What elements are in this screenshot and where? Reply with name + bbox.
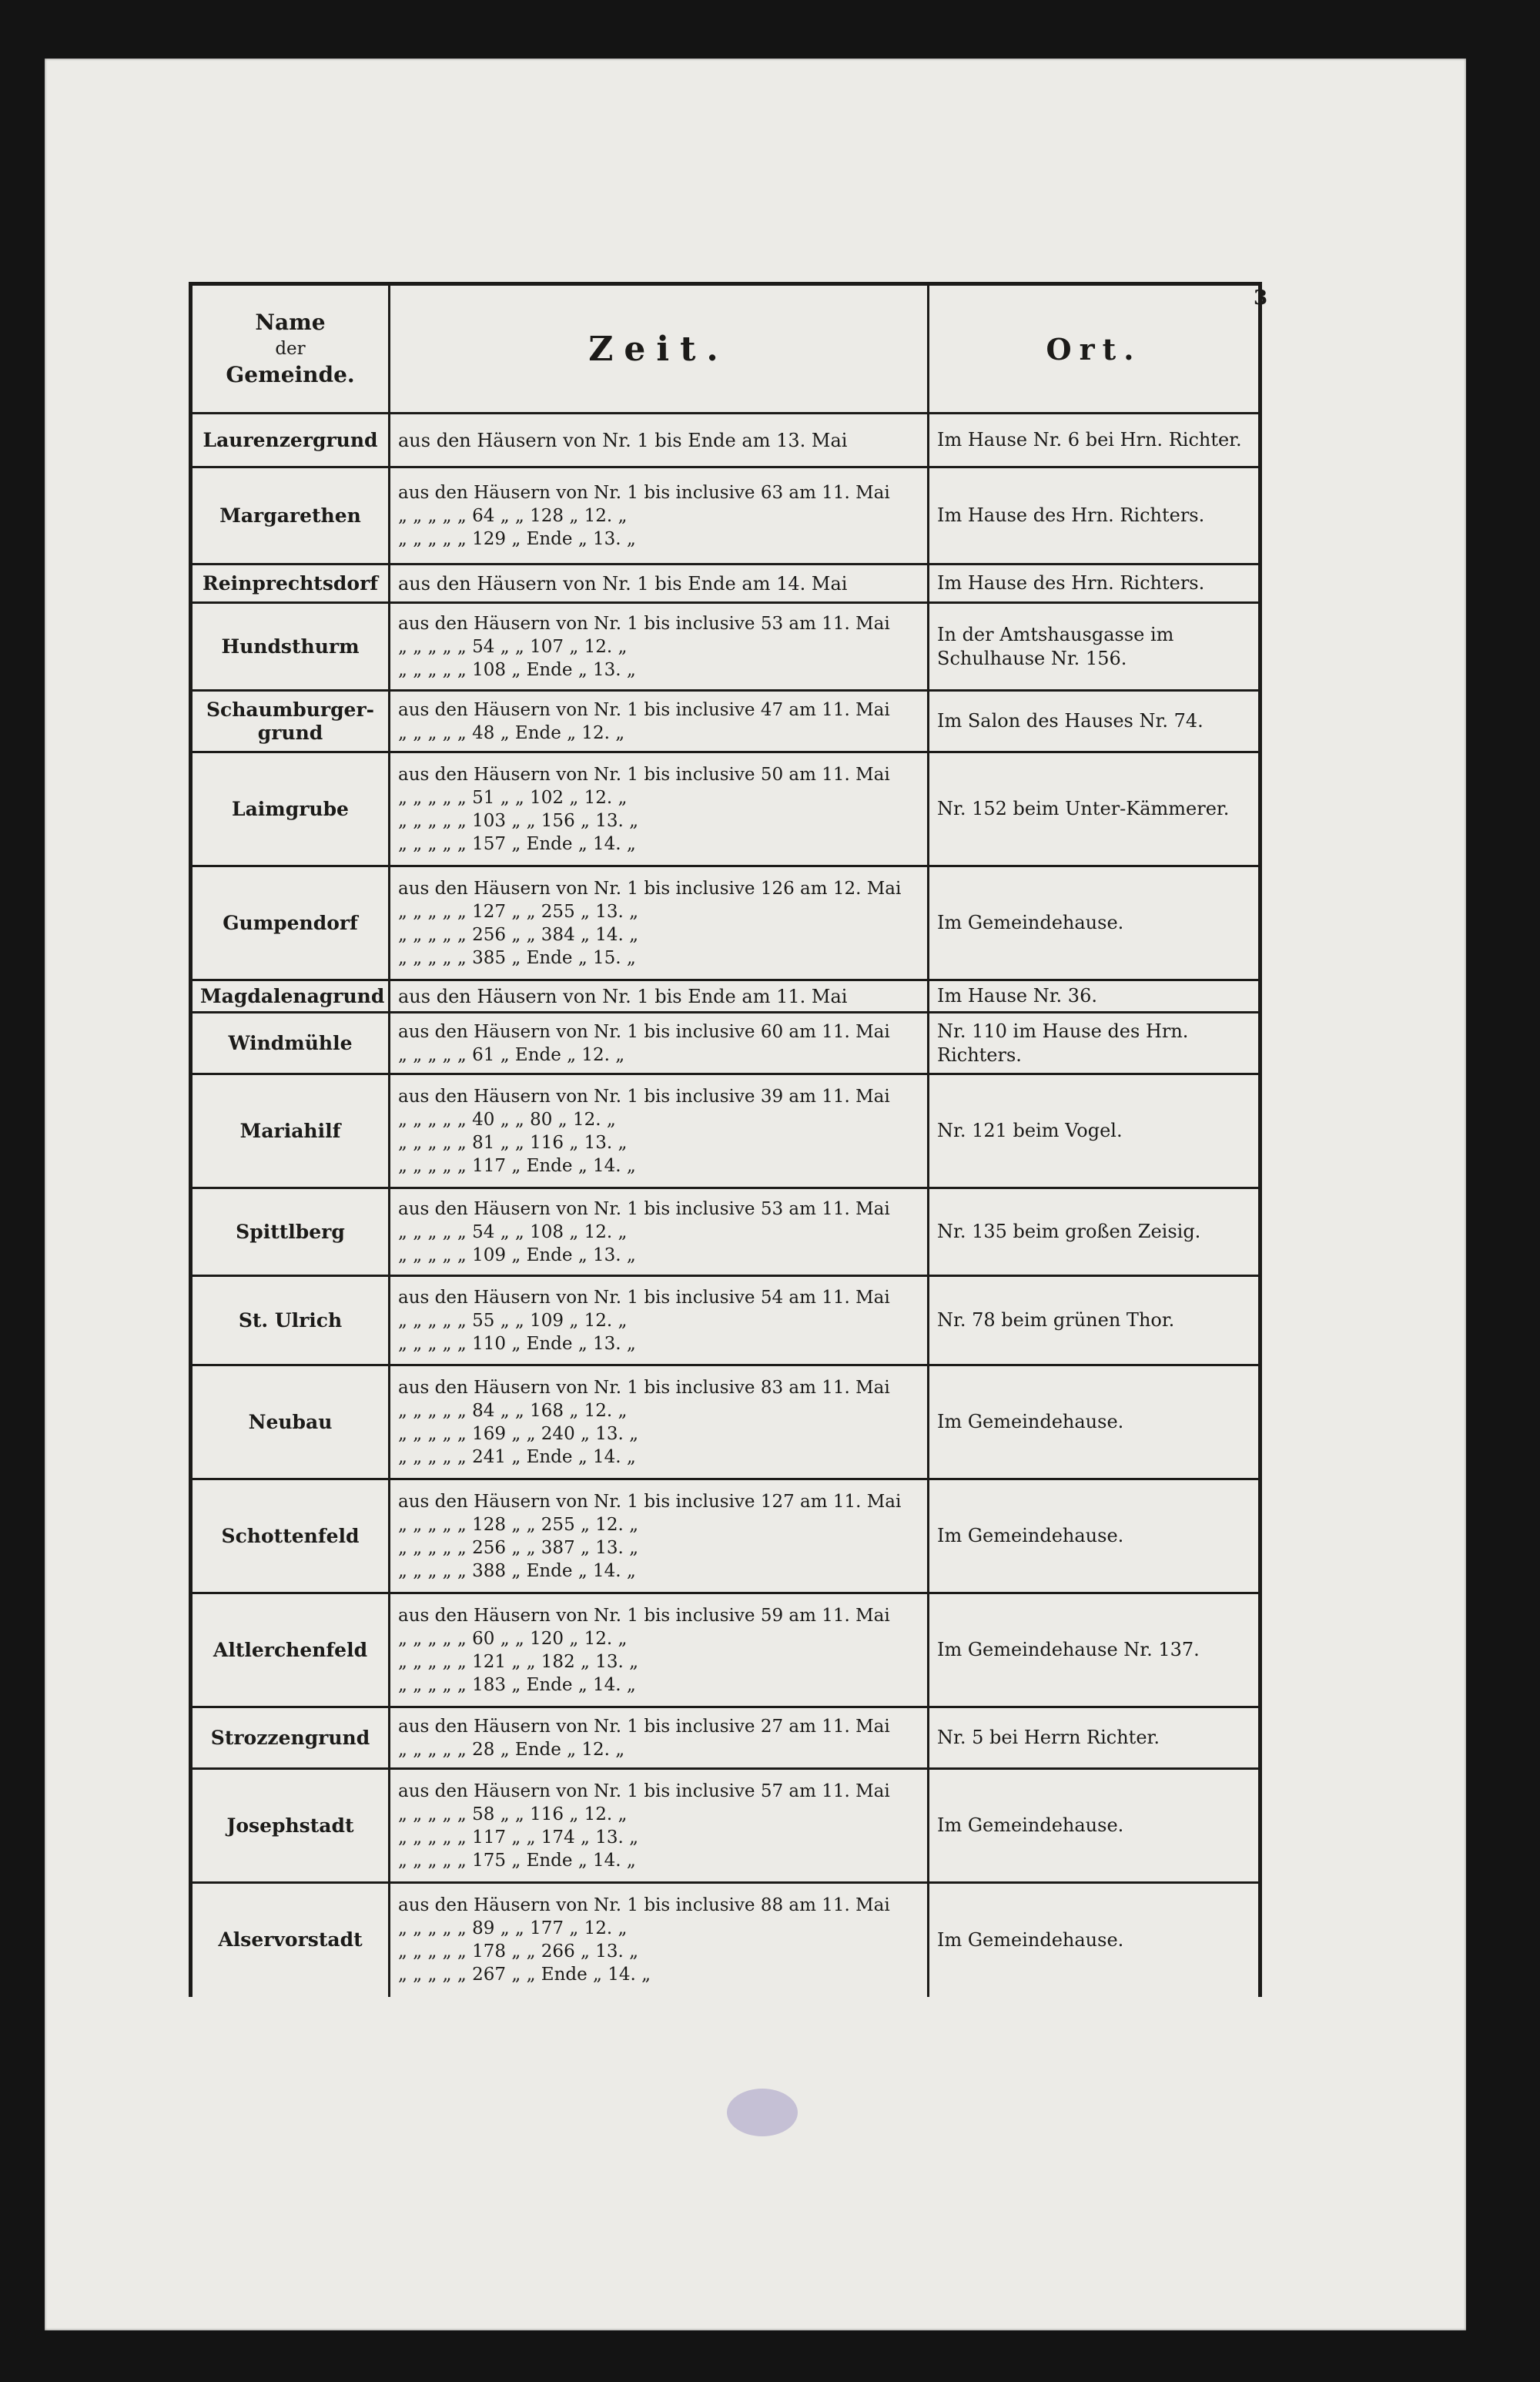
place-cell — [929, 1479, 1260, 1593]
community-name: Magdalenagrund — [200, 984, 385, 1007]
place-text: Im Gemeindehause Nr. 137. — [937, 1639, 1200, 1660]
place-cell — [929, 1707, 1260, 1769]
time-line: „ „ „ „ „ 108 „ Ende „ 13. „ — [398, 659, 636, 680]
time-cell — [390, 414, 929, 467]
place-text: Nr. 152 beim Unter-Kämmerer. — [937, 798, 1230, 819]
time-cell — [390, 1365, 929, 1479]
time-cell — [390, 866, 929, 980]
table-row — [191, 467, 1260, 565]
community-name-cell — [191, 414, 390, 467]
table-row — [191, 752, 1260, 866]
time-line: aus den Häusern von Nr. 1 bis inclusive 53 am 11. Mai — [398, 613, 890, 634]
community-name: Schottenfeld — [221, 1524, 360, 1547]
community-name: Josephstadt — [226, 1814, 354, 1837]
time-line: „ „ „ „ „ 117 „ „ 174 „ 13. „ — [398, 1827, 639, 1848]
table-row — [191, 565, 1260, 603]
community-name: Schaumburger-grund — [206, 698, 375, 744]
time-line: „ „ „ „ „ 388 „ Ende „ 14. „ — [398, 1560, 636, 1581]
time-cell — [390, 1479, 929, 1593]
community-name: Neubau — [248, 1410, 333, 1433]
community-name-cell — [191, 1013, 390, 1074]
table-row — [191, 1707, 1260, 1769]
community-name: Gumpendorf — [223, 911, 358, 934]
time-line: aus den Häusern von Nr. 1 bis inclusive 53 am 11. Mai — [398, 1198, 890, 1219]
community-name: Alservorstadt — [218, 1928, 363, 1951]
time-line: „ „ „ „ „ 183 „ Ende „ 14. „ — [398, 1674, 636, 1695]
time-line: „ „ „ „ „ 58 „ „ 116 „ 12. „ — [398, 1804, 628, 1824]
time-line: „ „ „ „ „ 64 „ „ 128 „ 12. „ — [398, 505, 628, 526]
time-line: „ „ „ „ „ 157 „ Ende „ 14. „ — [398, 833, 636, 854]
place-cell — [929, 1074, 1260, 1188]
place-text: Nr. 78 beim grünen Thor. — [937, 1309, 1175, 1331]
community-name-cell — [191, 1883, 390, 1997]
time-line: „ „ „ „ „ 61 „ Ende „ 12. „ — [398, 1044, 625, 1065]
time-line: aus den Häusern von Nr. 1 bis inclusive 54 am 11. Mai — [398, 1287, 890, 1308]
time-line: „ „ „ „ „ 28 „ Ende „ 12. „ — [398, 1739, 625, 1760]
time-line: „ „ „ „ „ 84 „ „ 168 „ 12. „ — [398, 1400, 628, 1421]
time-line: „ „ „ „ „ 169 „ „ 240 „ 13. „ — [398, 1423, 639, 1444]
time-cell — [390, 603, 929, 691]
election-schedule-table — [189, 282, 1262, 1997]
time-line: aus den Häusern von Nr. 1 bis inclusive 39 am 11. Mai — [398, 1086, 890, 1107]
time-cell — [390, 752, 929, 866]
table-row — [191, 1769, 1260, 1883]
table-row — [191, 1479, 1260, 1593]
community-name-cell — [191, 467, 390, 565]
community-name: Hundsthurm — [221, 635, 360, 658]
time-line: „ „ „ „ „ 256 „ „ 384 „ 14. „ — [398, 924, 639, 945]
table-row — [191, 1276, 1260, 1365]
time-line: „ „ „ „ „ 103 „ „ 156 „ 13. „ — [398, 810, 639, 831]
header-zeit-cell — [390, 284, 929, 414]
place-cell — [929, 1276, 1260, 1365]
table-row — [191, 603, 1260, 691]
time-line: „ „ „ „ „ 385 „ Ende „ 15. „ — [398, 947, 636, 968]
time-cell — [390, 980, 929, 1013]
time-cell — [390, 565, 929, 603]
time-line: „ „ „ „ „ 89 „ „ 177 „ 12. „ — [398, 1918, 628, 1939]
time-line: „ „ „ „ „ 60 „ „ 120 „ 12. „ — [398, 1628, 628, 1649]
time-line: aus den Häusern von Nr. 1 bis Ende am 14. Mai — [398, 572, 848, 595]
community-name: Mariahilf — [239, 1119, 341, 1142]
time-line: „ „ „ „ „ 256 „ „ 387 „ 13. „ — [398, 1537, 639, 1558]
time-line: „ „ „ „ „ 55 „ „ 109 „ 12. „ — [398, 1310, 628, 1331]
place-cell — [929, 1188, 1260, 1276]
table-row — [191, 1593, 1260, 1707]
place-text: In der Amtshausgasse im Schulhause Nr. 156. — [937, 623, 1174, 669]
time-line: aus den Häusern von Nr. 1 bis inclusive 59 am 11. Mai — [398, 1605, 890, 1626]
community-name-cell — [191, 1365, 390, 1479]
community-name-cell — [191, 1074, 390, 1188]
time-line: aus den Häusern von Nr. 1 bis inclusive 126 am 12. Mai — [398, 878, 902, 899]
community-name-cell — [191, 1479, 390, 1593]
place-text: Nr. 5 bei Herrn Richter. — [937, 1727, 1160, 1748]
place-cell — [929, 603, 1260, 691]
community-name-cell — [191, 1769, 390, 1883]
place-text: Im Hause des Hrn. Richters. — [937, 572, 1205, 594]
place-text: Im Gemeindehause. — [937, 1411, 1124, 1432]
place-cell — [929, 565, 1260, 603]
header-name-gemeinde: Gemeinde. — [226, 362, 355, 387]
place-text: Im Gemeindehause. — [937, 912, 1124, 933]
time-cell — [390, 1074, 929, 1188]
place-cell — [929, 691, 1260, 752]
page-number: 3 — [1254, 286, 1268, 310]
table-row — [191, 1883, 1260, 1997]
community-name: Reinprechtsdorf — [202, 571, 378, 595]
time-line: „ „ „ „ „ 127 „ „ 255 „ 13. „ — [398, 901, 639, 922]
time-line: aus den Häusern von Nr. 1 bis inclusive 127 am 11. Mai — [398, 1491, 902, 1512]
place-cell — [929, 1365, 1260, 1479]
time-line: aus den Häusern von Nr. 1 bis inclusive 27 am 11. Mai — [398, 1716, 890, 1737]
community-name-cell — [191, 1276, 390, 1365]
place-cell — [929, 1769, 1260, 1883]
time-line: aus den Häusern von Nr. 1 bis Ende am 13. Mai — [398, 429, 848, 451]
header-ort: Ort. — [1046, 331, 1142, 367]
time-line: „ „ „ „ „ 178 „ „ 266 „ 13. „ — [398, 1941, 639, 1962]
header-name-title: Name — [255, 310, 326, 335]
place-cell — [929, 866, 1260, 980]
time-line: aus den Häusern von Nr. 1 bis Ende am 11. Mai — [398, 985, 848, 1007]
community-name-cell — [191, 1188, 390, 1276]
time-line: „ „ „ „ „ 109 „ Ende „ 13. „ — [398, 1245, 636, 1265]
place-text: Im Hause des Hrn. Richters. — [937, 504, 1205, 526]
header-zeit: Zeit. — [588, 329, 729, 369]
community-name: Margarethen — [219, 504, 361, 527]
time-cell — [390, 1013, 929, 1074]
header-name-cell — [191, 284, 390, 414]
time-line: „ „ „ „ „ 267 „ „ Ende „ 14. „ — [398, 1965, 651, 1985]
time-line: „ „ „ „ „ 81 „ „ 116 „ 13. „ — [398, 1132, 628, 1153]
time-cell — [390, 467, 929, 565]
community-name: Spittlberg — [236, 1220, 345, 1243]
table-row — [191, 1013, 1260, 1074]
header-name-der: der — [275, 339, 306, 359]
community-name: Strozzengrund — [210, 1726, 370, 1749]
community-name: Altlerchenfeld — [213, 1638, 368, 1661]
community-name-cell — [191, 752, 390, 866]
time-line: „ „ „ „ „ 40 „ „ 80 „ 12. „ — [398, 1109, 616, 1130]
table-row — [191, 980, 1260, 1013]
community-name-cell — [191, 866, 390, 980]
time-line: aus den Häusern von Nr. 1 bis inclusive 50 am 11. Mai — [398, 764, 890, 785]
time-line: „ „ „ „ „ 51 „ „ 102 „ 12. „ — [398, 787, 628, 808]
community-name: Laimgrube — [232, 797, 349, 820]
time-cell — [390, 1883, 929, 1997]
community-name-cell — [191, 980, 390, 1013]
community-name: Windmühle — [228, 1031, 353, 1054]
place-cell — [929, 1593, 1260, 1707]
place-cell — [929, 1013, 1260, 1074]
time-cell — [390, 1593, 929, 1707]
place-text: Nr. 110 im Hause des Hrn. Richters. — [937, 1020, 1189, 1066]
time-cell — [390, 691, 929, 752]
place-cell — [929, 752, 1260, 866]
table-row — [191, 1365, 1260, 1479]
place-cell — [929, 414, 1260, 467]
place-text: Im Hause Nr. 6 bei Hrn. Richter. — [937, 429, 1242, 451]
table-header-row — [191, 284, 1260, 414]
place-text: Im Gemeindehause. — [937, 1525, 1124, 1546]
place-cell — [929, 980, 1260, 1013]
place-text: Nr. 135 beim großen Zeisig. — [937, 1221, 1201, 1242]
table-row — [191, 1188, 1260, 1276]
community-name: St. Ulrich — [238, 1308, 343, 1332]
time-line: „ „ „ „ „ 54 „ „ 108 „ 12. „ — [398, 1221, 628, 1242]
archive-stamp — [727, 2089, 798, 2136]
time-line: aus den Häusern von Nr. 1 bis inclusive 88 am 11. Mai — [398, 1895, 890, 1916]
community-name-cell — [191, 1707, 390, 1769]
time-line: aus den Häusern von Nr. 1 bis inclusive 60 am 11. Mai — [398, 1021, 890, 1042]
time-line: „ „ „ „ „ 241 „ Ende „ 14. „ — [398, 1446, 636, 1467]
time-line: „ „ „ „ „ 110 „ Ende „ 13. „ — [398, 1333, 636, 1354]
community-name-cell — [191, 1593, 390, 1707]
place-text: Nr. 121 beim Vogel. — [937, 1120, 1123, 1141]
place-cell — [929, 467, 1260, 565]
time-line: „ „ „ „ „ 129 „ Ende „ 13. „ — [398, 528, 636, 549]
time-line: aus den Häusern von Nr. 1 bis inclusive 47 am 11. Mai — [398, 699, 890, 720]
place-text: Im Gemeindehause. — [937, 1928, 1124, 1951]
table-row — [191, 414, 1260, 467]
community-name-cell — [191, 603, 390, 691]
place-text: Im Gemeindehause. — [937, 1814, 1124, 1836]
community-name-cell — [191, 565, 390, 603]
community-name-cell — [191, 691, 390, 752]
community-name: Laurenzergrund — [203, 428, 378, 451]
place-text: Im Salon des Hauses Nr. 74. — [937, 710, 1204, 732]
time-cell — [390, 1188, 929, 1276]
time-cell — [390, 1769, 929, 1883]
place-cell — [929, 1883, 1260, 1997]
time-line: „ „ „ „ „ 175 „ Ende „ 14. „ — [398, 1850, 636, 1871]
time-line: „ „ „ „ „ 48 „ Ende „ 12. „ — [398, 722, 625, 743]
time-line: aus den Häusern von Nr. 1 bis inclusive 57 am 11. Mai — [398, 1781, 890, 1801]
table-row — [191, 691, 1260, 752]
time-line: aus den Häusern von Nr. 1 bis inclusive 63 am 11. Mai — [398, 482, 890, 503]
header-ort-cell — [929, 284, 1260, 414]
table-row — [191, 1074, 1260, 1188]
time-line: „ „ „ „ „ 117 „ Ende „ 14. „ — [398, 1155, 636, 1176]
time-cell — [390, 1707, 929, 1769]
time-line: „ „ „ „ „ 128 „ „ 255 „ 12. „ — [398, 1514, 639, 1535]
time-line: aus den Häusern von Nr. 1 bis inclusive 83 am 11. Mai — [398, 1377, 890, 1398]
time-line: „ „ „ „ „ 54 „ „ 107 „ 12. „ — [398, 636, 628, 657]
time-line: „ „ „ „ „ 121 „ „ 182 „ 13. „ — [398, 1651, 639, 1672]
place-text: Im Hause Nr. 36. — [937, 985, 1097, 1007]
time-cell — [390, 1276, 929, 1365]
table-row — [191, 866, 1260, 980]
